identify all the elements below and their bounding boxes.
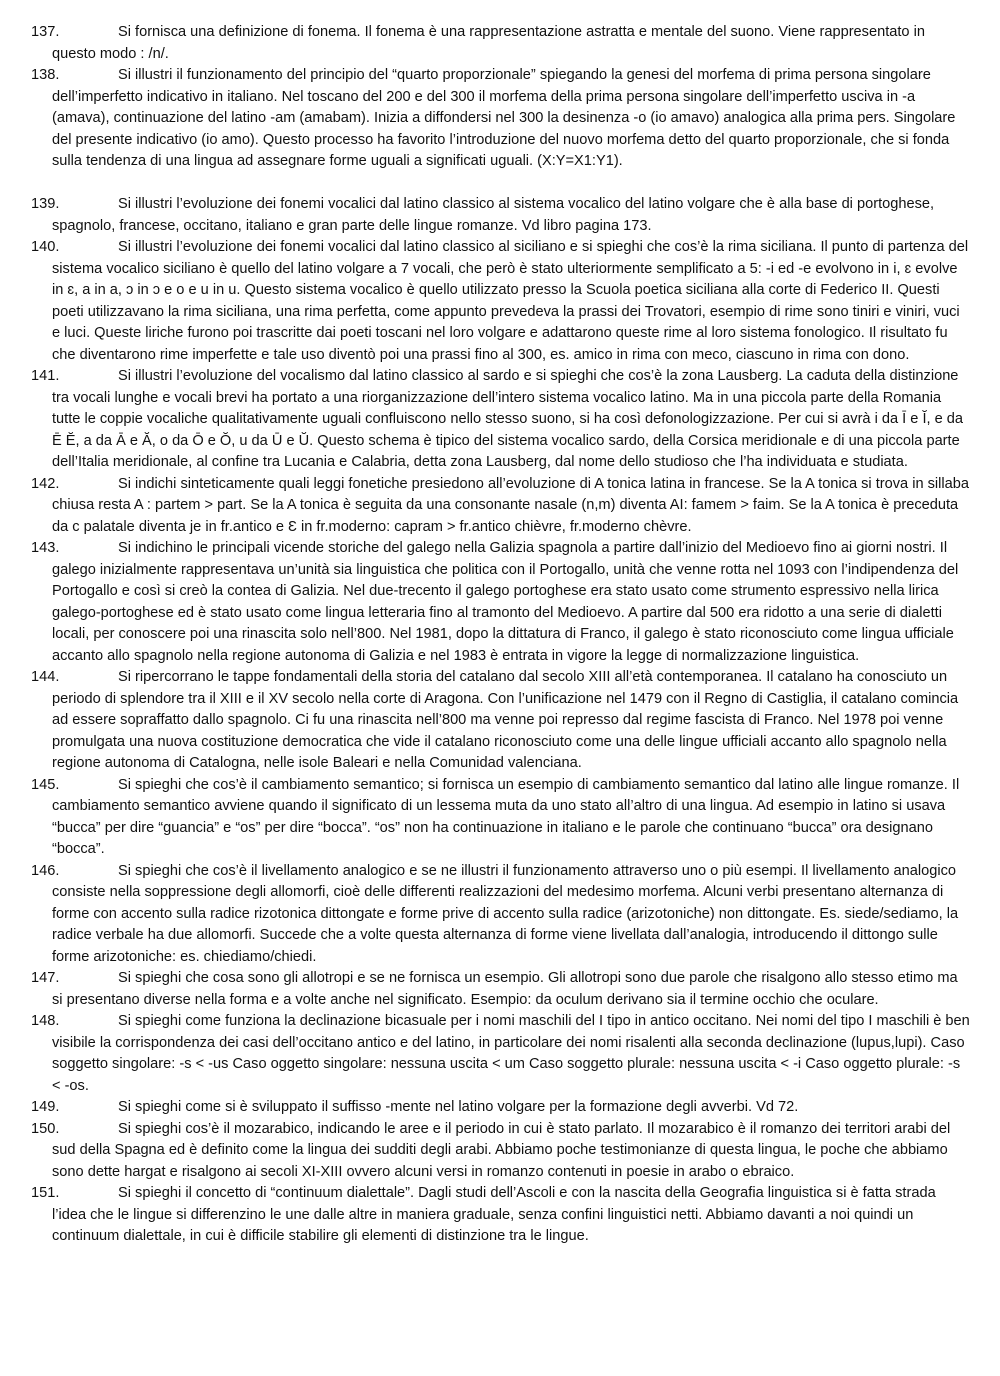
item-text: Si spieghi come funziona la declinazione bicasuale per i nomi maschili del I tipo in antico occitano. Nei nomi del tipo I maschili è ben visibile la corrispondenza dei casi dell’occitano antico e del latino, in particolare dei nomi risalenti alla seconda declinazione (lupus,lupi). Caso soggetto singolare: -s < -us Caso oggetto singolare: nessuna uscita < um Caso soggetto plurale: nessuna uscita < -i Caso oggetto plurale: -s < -os. (52, 1013, 970, 1094)
item-text: Si spieghi che cos’è il cambiamento semantico; si fornisca un esempio di cambiamento semantico dal latino alle lingue romanze. Il cambiamento semantico avviene quando il significato di un lessema muta da uno stato all’altro di una lingua. Ad esempio in latino si usava “bucca” per dire “guancia” e “os” per dire “bocca”. “os” non ha continuazione in italiano e le parole che continuano “bucca” ora designano “bocca”. (52, 776, 960, 857)
qa-item-142 (0, 474, 1000, 539)
item-number: 150. (31, 1120, 60, 1137)
document-page (0, 22, 1000, 1248)
item-number: 143. (31, 540, 60, 556)
qa-item-148 (0, 1011, 1000, 1097)
item-text: Si fornisca una definizione di fonema. Il fonema è una rappresentazione astratta e mentale del suono. Viene rappresentato in questo modo : /n/. (52, 24, 925, 62)
qa-item-150 (0, 1119, 1000, 1184)
item-number: 151. (31, 1185, 60, 1201)
qa-item-149 (0, 1097, 1000, 1119)
qa-item-141 (0, 366, 1000, 474)
item-text: Si spieghi che cosa sono gli allotropi e se ne fornisca un esempio. Gli allotropi sono due parole che risalgono allo stesso etimo ma si presentano diverse nella forma e a volte anche nel significato. Esempio: da oculum derivano sia il termine occhio che oculare. (52, 970, 958, 1008)
item-text: Si ripercorrano le tappe fondamentali della storia del catalano dal secolo XIII all’età contemporanea. Il catalano ha conosciuto un periodo di splendore tra il XIII e il XV secolo nella corte di Aragona. Con l’unificazione nel 1479 con il Regno di Castiglia, il catalano comincia ad essere sopraffatto dallo spagnolo. Ci fu una rinascita nell’800 ma venne poi represso dal regime fascista di Franco. Nel 1978 poi venne promulgata una nuova costituzione democratica che vide il catalano riconosciuto come una delle lingue ufficiali accanto allo spagnolo nella regione autonoma di Catalogna, nelle isole Baleari e nella Comunidad valenciana. (52, 669, 959, 771)
item-text: Si illustri l’evoluzione del vocalismo dal latino classico al sardo e si spieghi che cos’è la zona Lausberg. La caduta della distinzione tra vocali lunghe e vocali brevi ha portato a una riorganizzazione dell’intero sistema vocalico latino. Ma in una piccola parte della Romania tutte le coppie vocaliche qualitativamente uguali confluiscono nello stesso suono, si ha così defonologizzazione. Per cui si avrà i da Ī e Ĭ, e da Ē Ĕ, a da Ā e Ă, o da Ō e Ŏ, u da Ū e Ŭ. Questo schema è tipico del sistema vocalico sardo, della Corsica meridionale e di una piccola parte dell’Italia meridionale, al confine tra Lucania e Calabria, detta zona Lausberg, dal nome dello studioso che l’ha individuata e studiata. (52, 368, 964, 470)
qa-item-139 (0, 194, 1000, 237)
item-number: 147. (31, 970, 60, 986)
item-number: 137. (31, 24, 60, 40)
item-text: Si illustri l’evoluzione dei fonemi vocalici dal latino classico al sistema vocalico del latino volgare che è alla base di portoghese, spagnolo, francese, occitano, italiano e gran parte delle lingue romanze. Vd libro pagina 173. (52, 196, 935, 234)
item-number: 145. (31, 776, 60, 793)
item-text: Si spieghi come si è sviluppato il suffisso -mente nel latino volgare per la formazione degli avverbi. Vd 72. (118, 1099, 799, 1115)
qa-item-151 (0, 1183, 1000, 1248)
item-number: 138. (31, 67, 60, 83)
item-text: Si spieghi il concetto di “continuum dialettale”. Dagli studi dell’Ascoli e con la nascita della Geografia linguistica si è fatta strada l’idea che le lingue si differenzino le une dalle altre in maniera graduale, senza confini linguistici netti. Abbiamo davanti a noi quindi un continuum dialettale, in cui è difficile stabilire gli elementi di distinzione tra le lingue. (52, 1185, 936, 1244)
item-number: 144. (31, 669, 60, 685)
qa-item-138 (0, 65, 1000, 173)
item-text: Si spieghi cos’è il mozarabico, indicando le aree e il periodo in cui è stato parlato. Il mozarabico è il romanzo dei territori arabi del sud della Spagna ed è definito come la lingua dei sudditi degli arabi. Abbiamo poche testimonianze di questa lingua, le poche che abbiamo sono dette hargat e risalgono ai secoli XI-XIII ovvero alcuni versi in romanzo contenuti in poesie in arabo o ebraico. (52, 1120, 951, 1180)
item-number: 141. (31, 368, 60, 384)
item-text: Si indichi sinteticamente quali leggi fonetiche presiedono all’evoluzione di A tonica latina in francese. Se la A tonica si trova in sillaba chiusa resta A : partem > part. Se la A tonica è seguita da una consonante nasale (n,m) diventa AI: famem > faim. Se la A tonica è preceduta da c palatale diventa je in fr.antico e Ɛ in fr.moderno: capram > fr.antico chièvre, fr.moderno chèvre. (52, 475, 970, 535)
qa-item-146 (0, 861, 1000, 969)
qa-item-147 (0, 968, 1000, 1011)
item-number: 142. (31, 475, 60, 492)
item-number: 146. (31, 862, 60, 879)
paragraph-gap (0, 173, 1000, 195)
item-text: Si illustri il funzionamento del principio del “quarto proporzionale” spiegando la genesi del morfema di prima persona singolare dell’imperfetto indicativo in italiano. Nel toscano del 200 e del 300 il morfema della prima persona singolare dell’imperfetto usciva in -a (amava), continuazione del latino -am (amabam). Inizia a diffondersi nel 300 la desinenza -o (io amavo) analogica alla prima pers. Singolare del presente indicativo (io amo). Questo processo ha favorito l’introduzione del nuovo morfema detto del quarto proporzionale, che si fonda sulla tendenza di una lingua ad assegnare forme uguali a significati uguali. (X:Y=X1:Y1). (52, 67, 956, 169)
item-number: 140. (31, 239, 60, 255)
item-text: Si illustri l’evoluzione dei fonemi vocalici dal latino classico al siciliano e si spieghi che cos’è la rima siciliana. Il punto di partenza del sistema vocalico siciliano è quello del latino volgare a 7 vocali, che però è stato ulteriormente semplificato a 5: -i ed -e evolvono in i, ɛ evolve in ɛ, a in a, ɔ in ɔ e o e u in u. Questo sistema vocalico è quello utilizzato presso la Scuola poetica siciliana alla corte di Federico II. Questi poeti utilizzavano la rima siciliana, una rima perfetta, come appunto prevedeva la prassi dei Trovatori, esempio di rime sono tiniri e viniri, vuci e luci. Queste liriche furono poi trascritte dai poeti toscani nel loro volgare e adattarono queste rime al loro sistema fonologico. Il risultato fu che diventarono rime imperfette e tale uso diventò poi una prassi fino al 300, es. amico in rima con meco, ciascuno in rima con dono. (52, 239, 969, 363)
item-number: 149. (31, 1099, 60, 1115)
item-text: Si spieghi che cos’è il livellamento analogico e se ne illustri il funzionamento attraverso uno o più esempi. Il livellamento analogico consiste nella soppressione degli allomorfi, cioè delle differenti realizzazioni del medesimo morfema. Alcuni verbi presentano alternanza di forme con accento sulla radice rizotonica dittongate e forme prive di accento sulla radice (arizotoniche) non dittongate. Es. siede/sediamo, la radice verbale ha due allomorfi. Succede che a volte questa alternanza di forme viene livellata dall’analogia, introducendo il dittongo sulle forme arizotoniche: es. chiediamo/chiedi. (52, 862, 959, 965)
item-text: Si indichino le principali vicende storiche del galego nella Galizia spagnola a partire dall’inizio del Medioevo fino ai giorni nostri. Il galego inizialmente rappresentava un’unità sia linguistica che politica con il Portogallo, unità che venne rotta nel 1093 con l’indipendenza del Portogallo e così si creò la contea di Galizia. Nel due-trecento il galego portoghese era stato usato come strumento espressivo nella lirica galego-portoghese ed è stato usato come lingua letteraria fino al tramonto del Medioevo. A partire dal 500 era ridotto a una serie di dialetti locali, per conoscere poi una rinascita solo nell’800. Nel 1981, dopo la dittatura di Franco, il galego è stato riconosciuto come lingua ufficiale accanto allo spagnolo nella regione autonoma di Galizia e nel 1983 è entrata in vigore la legge di normalizzazione linguistica. (52, 540, 959, 664)
qa-item-137 (0, 22, 1000, 65)
item-number: 139. (31, 196, 60, 212)
qa-item-144 (0, 667, 1000, 775)
qa-item-145 (0, 775, 1000, 861)
item-number: 148. (31, 1013, 60, 1029)
qa-item-143 (0, 538, 1000, 667)
qa-item-140 (0, 237, 1000, 366)
